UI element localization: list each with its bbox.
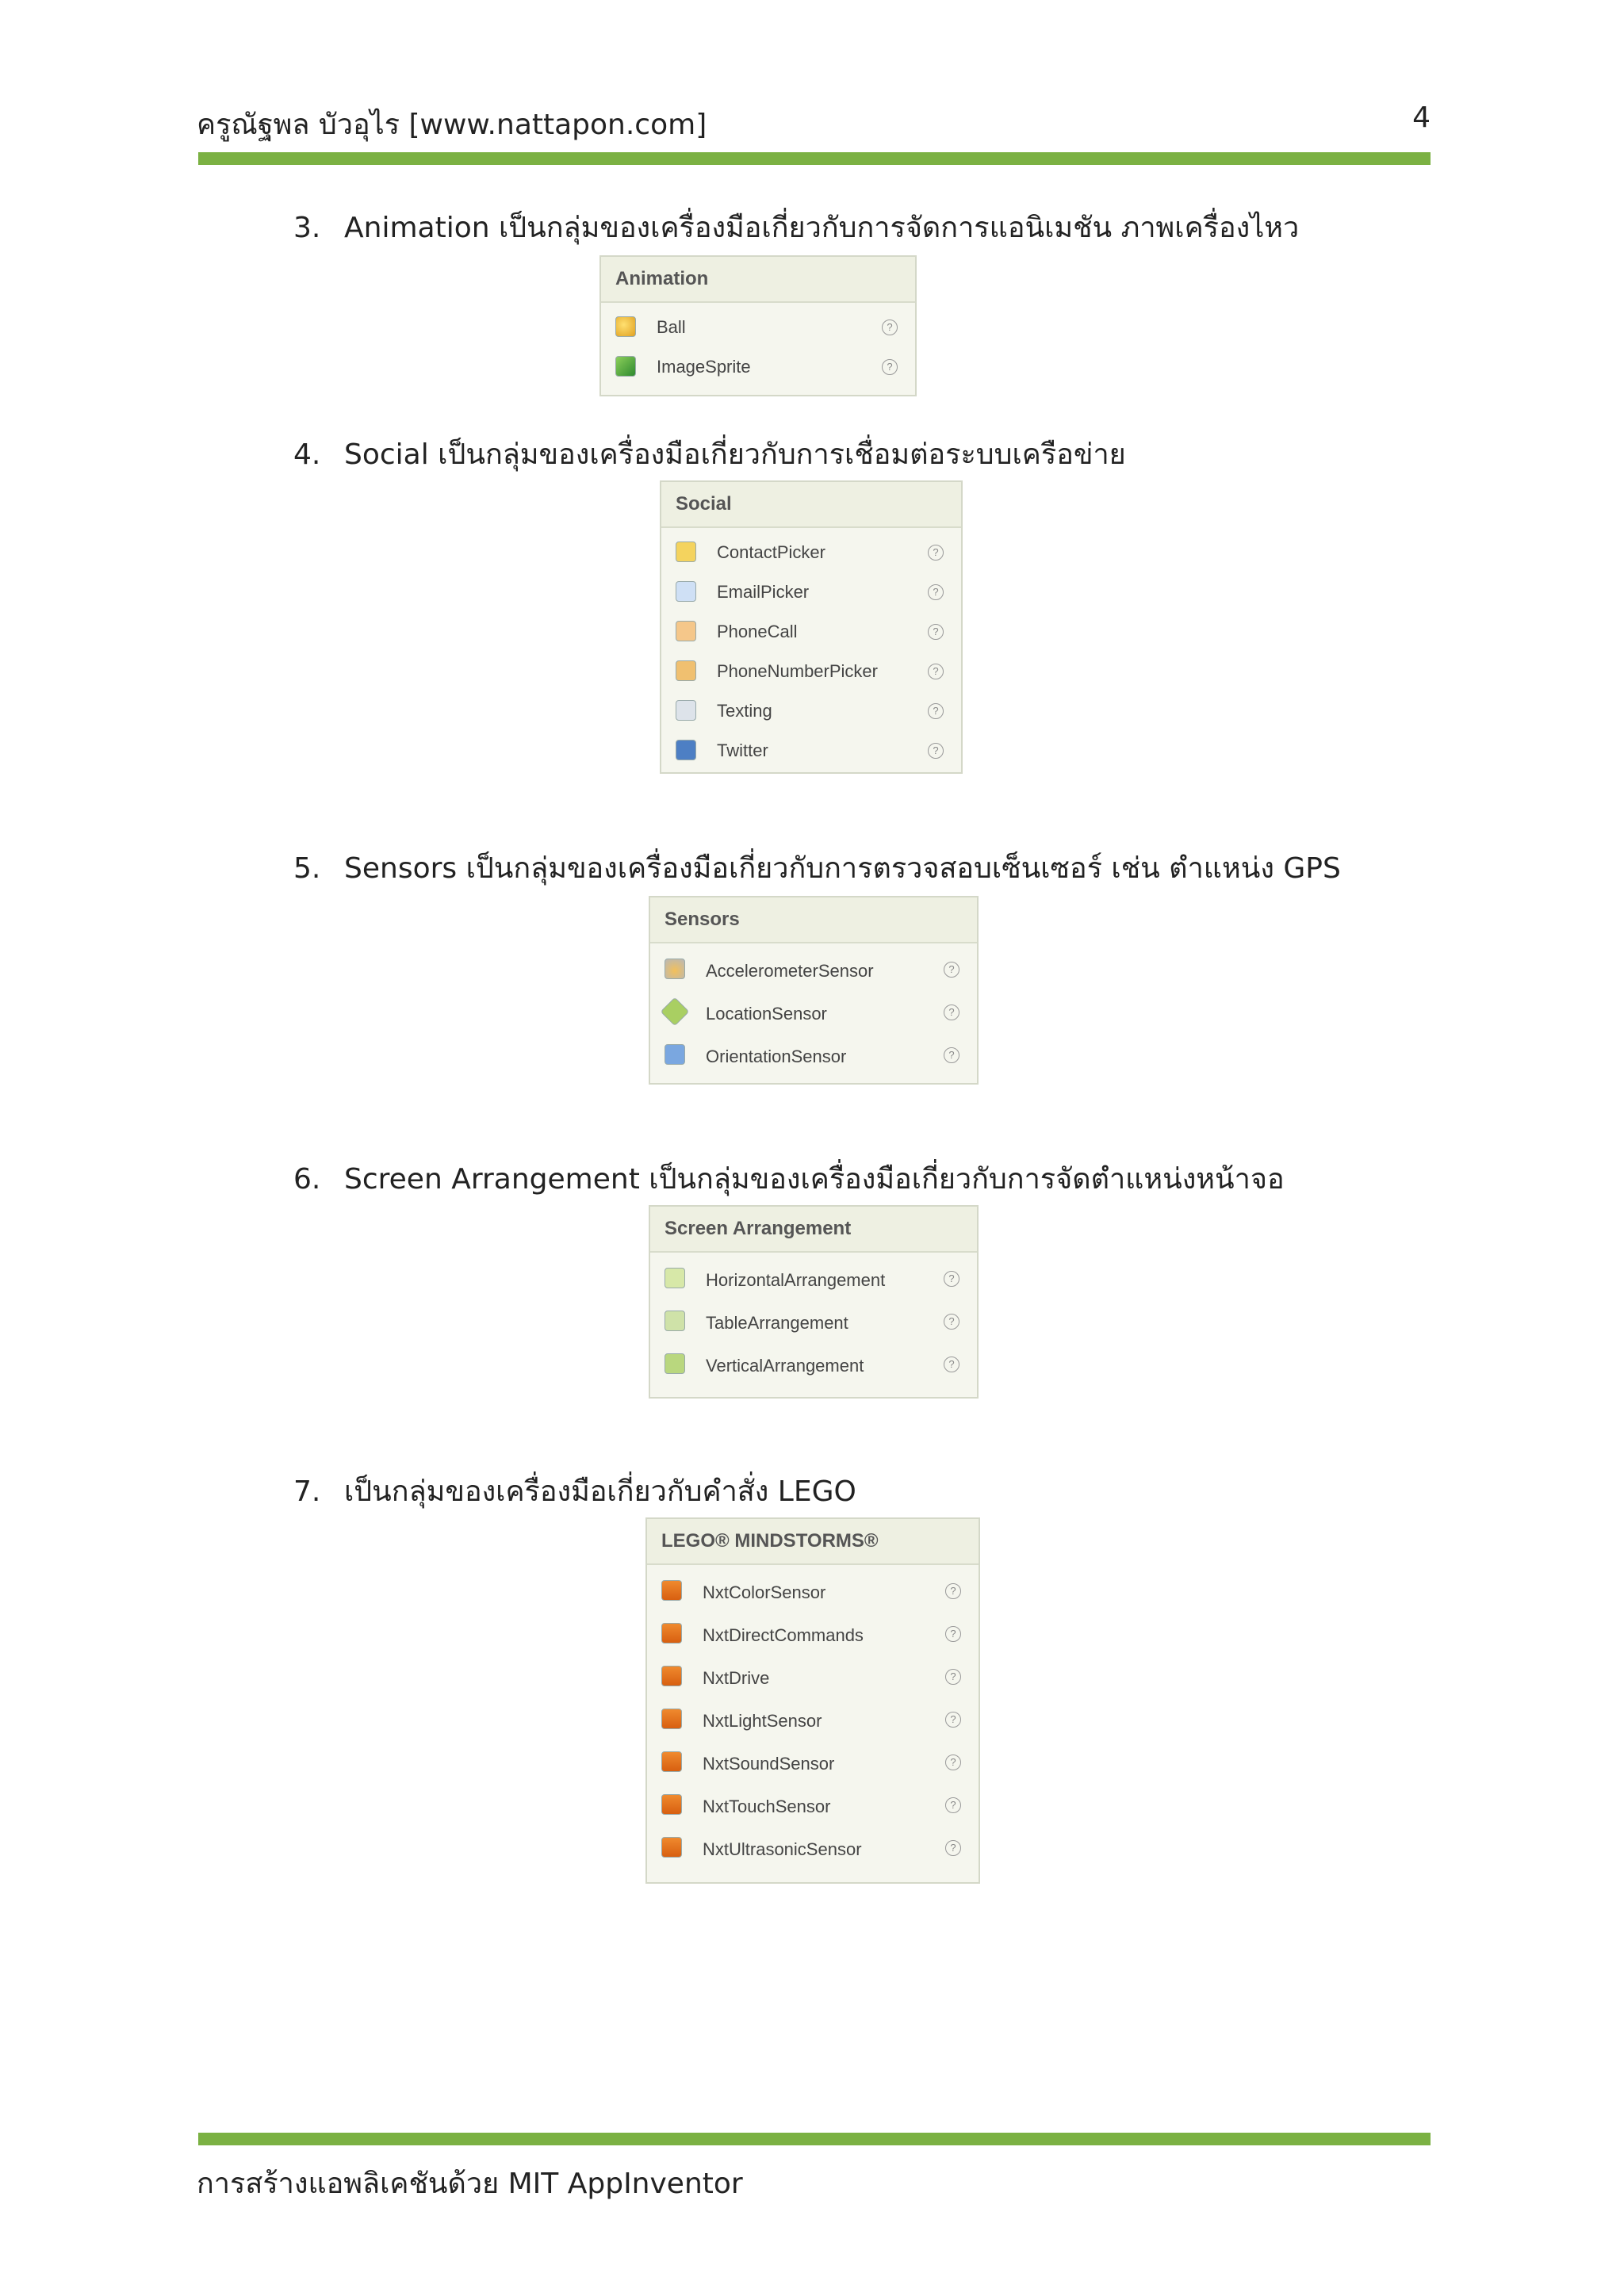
item-label: Twitter (717, 740, 768, 760)
page-number: 4 (1412, 101, 1431, 134)
screen-arrangement-panel (649, 1205, 979, 1399)
twitter-icon (676, 740, 696, 760)
palette-item-nxtsoundsensor[interactable] (647, 1743, 979, 1785)
item-label: OrientationSensor (706, 1047, 847, 1066)
palette-item-horizontalarrangement[interactable] (650, 1259, 977, 1302)
vertical-arrangement-icon (665, 1353, 685, 1374)
section-lego (293, 1468, 856, 1513)
help-icon[interactable]: ? (945, 1755, 961, 1770)
section-text: เป็นกลุ่มของเครื่องมือเกี่ยวกับคำสั่ง LEGO (344, 1475, 856, 1508)
help-icon[interactable]: ? (928, 624, 944, 640)
item-label: NxtDirectCommands (703, 1625, 864, 1645)
help-icon[interactable]: ? (928, 743, 944, 759)
header-author: ครูณัฐพล บัวอุไร [www.nattapon.com] (197, 109, 707, 141)
lego-icon (661, 1709, 682, 1729)
palette-item-nxtdrive[interactable] (647, 1657, 979, 1700)
help-icon[interactable]: ? (928, 584, 944, 600)
item-label: HorizontalArrangement (706, 1270, 886, 1290)
lego-icon (661, 1623, 682, 1644)
item-label: NxtUltrasonicSensor (703, 1839, 862, 1859)
help-icon[interactable]: ? (944, 962, 959, 978)
palette-item-nxtultrasonicsensor[interactable] (647, 1828, 979, 1871)
help-icon[interactable]: ? (945, 1797, 961, 1813)
section-text: Sensors เป็นกลุ่มของเครื่องมือเกี่ยวกับการตรวจสอบเซ็นเซอร์ เช่น ตำแหน่ง GPS (344, 852, 1341, 885)
section-animation (293, 205, 1299, 250)
texting-icon (676, 700, 696, 721)
section-number: 3. (293, 212, 321, 244)
section-text: Animation เป็นกลุ่มของเครื่องมือเกี่ยวกับการจัดการแอนิเมชัน ภาพเครื่องไหว (344, 212, 1300, 244)
palette-item-phonecall[interactable] (661, 612, 961, 652)
footer-rule (198, 2133, 1431, 2145)
item-label: PhoneCall (717, 622, 798, 641)
help-icon[interactable]: ? (945, 1840, 961, 1856)
item-label: NxtLightSensor (703, 1711, 822, 1731)
item-label: Ball (657, 317, 686, 337)
palette-item-nxtdirectcommands[interactable] (647, 1614, 979, 1657)
panel-title: Screen Arrangement (650, 1207, 977, 1253)
social-panel (660, 480, 963, 774)
help-icon[interactable]: ? (928, 664, 944, 679)
phone-icon (676, 621, 696, 641)
help-icon[interactable]: ? (945, 1669, 961, 1685)
item-label: LocationSensor (706, 1004, 827, 1024)
help-icon[interactable]: ? (944, 1004, 959, 1020)
item-label: ImageSprite (657, 357, 751, 377)
help-icon[interactable]: ? (944, 1271, 959, 1287)
item-label: EmailPicker (717, 582, 810, 602)
palette-item-verticalarrangement[interactable] (650, 1345, 977, 1387)
palette-item-emailpicker[interactable] (661, 572, 961, 612)
page-header (197, 101, 1431, 141)
palette-item-texting[interactable] (661, 691, 961, 731)
lego-panel (645, 1517, 980, 1884)
help-icon[interactable]: ? (945, 1712, 961, 1728)
palette-item-locationsensor[interactable] (650, 993, 977, 1035)
panel-title: LEGO® MINDSTORMS® (647, 1519, 979, 1565)
palette-item-nxtcolorsensor[interactable] (647, 1571, 979, 1614)
header-rule (198, 152, 1431, 165)
contact-icon (676, 541, 696, 562)
phone-number-icon (676, 660, 696, 681)
item-label: Texting (717, 701, 772, 721)
help-icon[interactable]: ? (882, 320, 898, 335)
lego-icon (661, 1580, 682, 1601)
page-footer: การสร้างแอพลิเคชันด้วย MIT AppInventor (197, 2168, 743, 2200)
lego-icon (661, 1837, 682, 1858)
orientation-icon (665, 1044, 685, 1065)
sensors-panel (649, 896, 979, 1085)
table-arrangement-icon (665, 1311, 685, 1331)
palette-item-orientationsensor[interactable] (650, 1035, 977, 1078)
item-label: AccelerometerSensor (706, 961, 874, 981)
animation-panel (599, 255, 917, 396)
email-icon (676, 581, 696, 602)
section-number: 5. (293, 852, 321, 885)
item-label: VerticalArrangement (706, 1356, 864, 1376)
help-icon[interactable]: ? (882, 359, 898, 375)
help-icon[interactable]: ? (928, 545, 944, 561)
help-icon[interactable]: ? (928, 703, 944, 719)
palette-item-contactpicker[interactable] (661, 533, 961, 572)
lego-icon (661, 1666, 682, 1686)
panel-title: Social (661, 482, 961, 528)
item-label: NxtTouchSensor (703, 1797, 831, 1816)
section-screen-arrangement (293, 1156, 1285, 1201)
palette-item-ball[interactable] (601, 308, 915, 347)
item-label: ContactPicker (717, 542, 825, 562)
palette-item-phonenumberpicker[interactable] (661, 652, 961, 691)
help-icon[interactable]: ? (944, 1314, 959, 1330)
palette-item-tablearrangement[interactable] (650, 1302, 977, 1345)
palette-item-nxtlightsensor[interactable] (647, 1700, 979, 1743)
palette-item-accelerometersensor[interactable] (650, 950, 977, 993)
lego-icon (661, 1751, 682, 1772)
help-icon[interactable]: ? (945, 1583, 961, 1599)
accelerometer-icon (665, 959, 685, 979)
section-text: Screen Arrangement เป็นกลุ่มของเครื่องมือเกี่ยวกับการจัดตำแหน่งหน้าจอ (344, 1163, 1285, 1196)
section-number: 7. (293, 1475, 321, 1508)
palette-item-twitter[interactable] (661, 731, 961, 771)
item-label: NxtSoundSensor (703, 1754, 835, 1774)
panel-title: Sensors (650, 897, 977, 943)
section-social (293, 431, 1126, 476)
ball-icon (615, 316, 636, 337)
item-label: TableArrangement (706, 1313, 848, 1333)
palette-item-imagesprite[interactable] (601, 347, 915, 387)
help-icon[interactable]: ? (945, 1626, 961, 1642)
image-sprite-icon (615, 356, 636, 377)
item-label: PhoneNumberPicker (717, 661, 878, 681)
lego-icon (661, 1794, 682, 1815)
location-icon (661, 997, 690, 1027)
help-icon[interactable]: ? (944, 1357, 959, 1372)
help-icon[interactable]: ? (944, 1047, 959, 1063)
section-sensors (293, 845, 1341, 890)
item-label: NxtDrive (703, 1668, 770, 1688)
section-text: Social เป็นกลุ่มของเครื่องมือเกี่ยวกับการเชื่อมต่อระบบเครือข่าย (344, 438, 1126, 471)
palette-item-nxttouchsensor[interactable] (647, 1785, 979, 1828)
section-number: 6. (293, 1163, 321, 1196)
section-number: 4. (293, 438, 321, 471)
panel-title: Animation (601, 257, 915, 303)
item-label: NxtColorSensor (703, 1582, 826, 1602)
horizontal-arrangement-icon (665, 1268, 685, 1288)
